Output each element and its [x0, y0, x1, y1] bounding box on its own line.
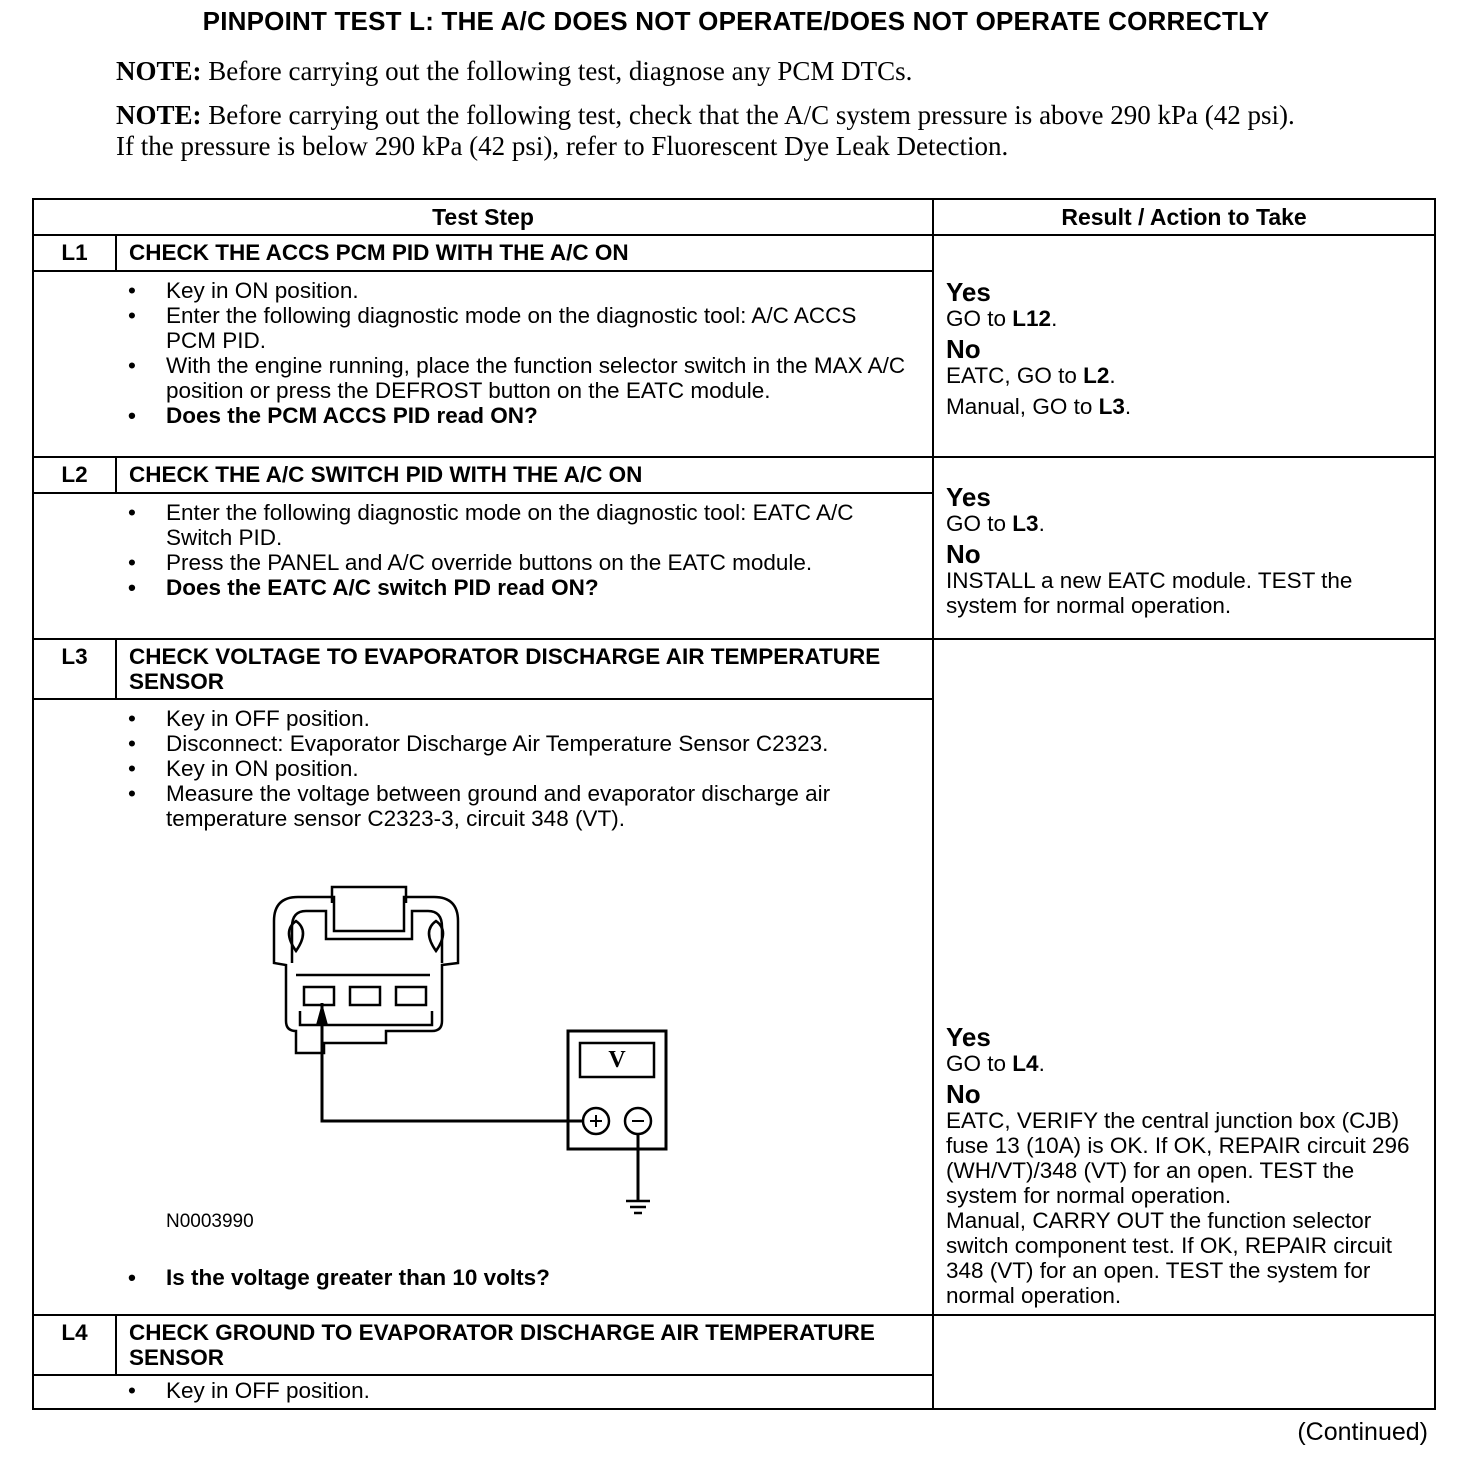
continued-label: (Continued): [1297, 1418, 1428, 1446]
step-body: [33, 1375, 933, 1409]
col-header-test-step: Test Step: [33, 199, 933, 235]
table-header-row: [33, 199, 1435, 235]
result-yes-label: Yes: [946, 276, 991, 307]
step-l4-result: [933, 1315, 1435, 1409]
step-id: L3: [33, 639, 116, 699]
step-bullet: • Key in ON position.: [34, 278, 912, 303]
result-yes-action: GO to L4.: [946, 1051, 1045, 1076]
result-yes-action: GO to L3.: [946, 510, 1045, 536]
step-bullet: • Key in OFF position.: [34, 706, 912, 731]
result-yes-label: Yes: [946, 1022, 991, 1052]
note-label: NOTE:: [116, 100, 202, 130]
step-l2-heading-row: [33, 457, 1435, 493]
step-id: L2: [33, 457, 116, 493]
step-question: • Does the EATC A/C switch PID read ON?: [34, 575, 912, 600]
result-no-action: INSTALL a new EATC module. TEST the system for normal operation.: [946, 567, 1353, 618]
col-header-result: Result / Action to Take: [933, 199, 1435, 235]
pinpoint-test-table: [32, 198, 1436, 1410]
step-l1-heading-row: [33, 235, 1435, 271]
ground-icon: [626, 1201, 650, 1213]
result-no-action-manual: Manual, CARRY OUT the function selector switch component test. If OK, REPAIR circuit 348 (VT) for an open. TEST the system for normal operation.: [946, 1208, 1392, 1308]
step-l1-result: [933, 235, 1435, 457]
result-no-action-manual: Manual, GO to L3.: [946, 393, 1132, 419]
result-no-action-eatc: EATC, VERIFY the central junction box (CJB) fuse 13 (10A) is OK. If OK, REPAIR circuit 296 (WH/VT)/348 (VT) for an open. TEST the system for normal operation.: [946, 1108, 1410, 1208]
step-bullet: • Measure the voltage between ground and evaporator discharge air temperature sensor C2323-3, circuit 348 (VT).: [34, 781, 912, 831]
step-bullet: • With the engine running, place the function selector switch in the MAX A/C position or press the DEFROST button on the EATC module.: [34, 353, 912, 403]
connector-latch: [332, 887, 406, 903]
step-heading: CHECK THE A/C SWITCH PID WITH THE A/C ON: [116, 457, 933, 493]
step-question: • Does the PCM ACCS PID read ON?: [34, 403, 912, 428]
step-body: [33, 699, 933, 1315]
result-no-label: No: [946, 333, 981, 364]
note-text: Before carrying out the following test, diagnose any PCM DTCs.: [208, 56, 913, 86]
note-label: NOTE:: [116, 56, 202, 86]
meter-label: V: [608, 1047, 626, 1073]
step-body: [33, 271, 933, 457]
note-pcm-dtcs: [116, 56, 1316, 87]
result-no-label: No: [946, 1079, 981, 1109]
voltage-test-diagram: [34, 835, 932, 1265]
terminal-3: [396, 987, 426, 1005]
probe-tip: [316, 1003, 328, 1025]
figure-id: N0003990: [166, 1211, 254, 1232]
page-title: PINPOINT TEST L: THE A/C DOES NOT OPERATE/DOES NOT OPERATE CORRECTLY: [202, 6, 1270, 36]
probe-lead: [322, 1003, 582, 1121]
step-bullet: • Key in ON position.: [34, 756, 912, 781]
step-bullet: • Disconnect: Evaporator Discharge Air Temperature Sensor C2323.: [34, 731, 912, 756]
connector-meter-illustration: [34, 835, 934, 1265]
step-l3-heading-row: [33, 639, 1435, 699]
result-no-label: No: [946, 538, 981, 569]
step-heading: CHECK THE ACCS PCM PID WITH THE A/C ON: [116, 235, 933, 271]
step-l4-heading-row: [33, 1315, 1435, 1375]
note-system-pressure: [116, 100, 1316, 162]
step-bullet: • Press the PANEL and A/C override buttons on the EATC module.: [34, 550, 912, 575]
result-no-action-eatc: EATC, GO to L2.: [946, 362, 1116, 388]
step-body: [33, 493, 933, 639]
result-yes-action: GO to L12.: [946, 305, 1058, 331]
step-id: L1: [33, 235, 116, 271]
step-question: • Is the voltage greater than 10 volts?: [34, 1265, 912, 1290]
step-heading: CHECK VOLTAGE TO EVAPORATOR DISCHARGE AIR TEMPERATURE SENSOR: [116, 639, 933, 699]
step-heading: CHECK GROUND TO EVAPORATOR DISCHARGE AIR TEMPERATURE SENSOR: [116, 1315, 933, 1375]
terminal-2: [350, 987, 380, 1005]
step-l2-result: [933, 457, 1435, 639]
step-id: L4: [33, 1315, 116, 1375]
step-l3-result: [933, 639, 1435, 1315]
step-bullet: • Enter the following diagnostic mode on the diagnostic tool: A/C ACCS PCM PID.: [34, 303, 912, 353]
result-yes-label: Yes: [946, 481, 991, 512]
step-bullet: • Key in OFF position.: [34, 1378, 912, 1403]
step-bullet: • Enter the following diagnostic mode on the diagnostic tool: EATC A/C Switch PID.: [34, 500, 912, 550]
terminal-1: [304, 987, 334, 1005]
note-text: Before carrying out the following test, check that the A/C system pressure is above 290 kPa (42 psi). If the pressure is below 290 kPa (42 psi), refer to Fluorescent Dye Leak Detection.: [116, 100, 1295, 161]
